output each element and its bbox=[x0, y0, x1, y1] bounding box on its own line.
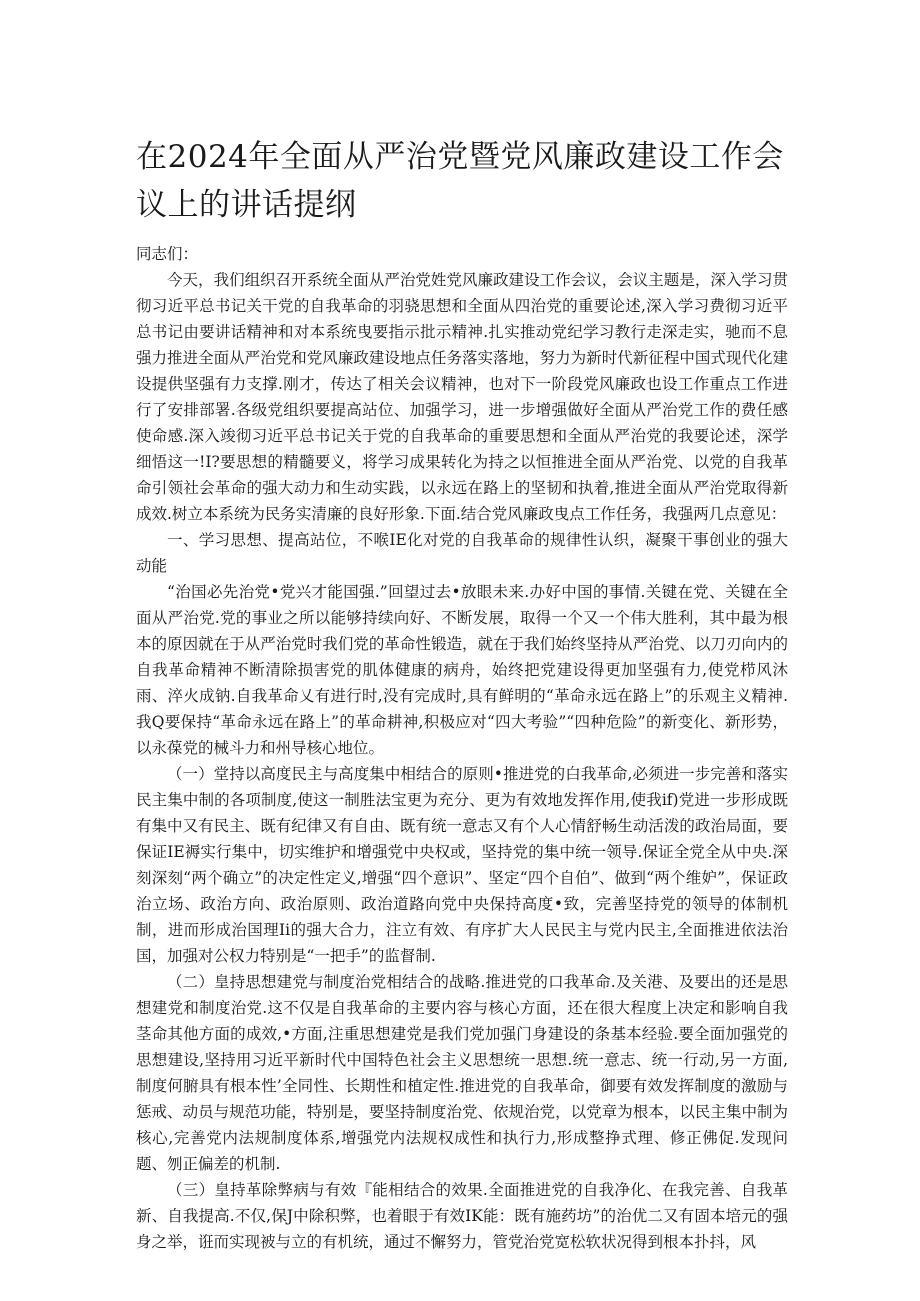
paragraph-quote: “治国必先治党•党兴才能国强.”回望过去•放眼未来.办好中国的事情.关键在党、关键在全面从严治党.党的事业之所以能够持续向好、不断发展，取得一个又一个伟大胜利，其中最为根本的原因就在于从严治党时我们党的革命性锻造，就在于我们始终坚持从严治党、以刀刃向内的自我革命精神不断清除损害党的肌体健康的病舟，始终把党建设得更加坚强有力,使党栉风沐雨、淬火成钠.自我革命乂有进行时,没有完成时,具有鲜明的“革命永远在路上”的乐观主义精神.我Q要保持“革命永远在路上”的革命耕神,积极应对“四大考验”“四种危险”的新变化、新形势，以永葆党的械斗力和州导核心地位。 bbox=[136, 583, 788, 757]
salutation: 同志们： bbox=[136, 245, 199, 263]
document-title: 在2024年全面从严治党暨党风廉政建设工作会议上的讲话提纲 bbox=[136, 139, 784, 223]
paragraph-subsection-1: （一）堂持以高度民主与高度集中相结合的原则•推进党的白我革命,必须进一步完善和落实民主集中制的各项制度,使这一制胜法宝更为充分、更为有效地发挥作用,使我if)党进一步形成既有集中又有民主、既有纪律又有自由、既有统一意志又有个人心情舒畅生动活泼的政治局面，要保证IE褥实行集中，切实维护和增强党中央权或，坚持党的集中统一领导.保证全党全从中央.深刻深刻“两个确立”的决定性定义,增强“四个意识”、坚定“四个自伯”、做到“两个维妒”，保证政治立场、政治方向、政治原则、政治道路向党中央保持高度•致，完善坚持党的领导的体制机制，进而形成治国理Ii的强大合力，注立有效、有序扩大人民民主与党内民主,全面推进依法治国，加强对公权力特别是“一把手”的监督制. bbox=[136, 765, 788, 965]
paragraph-intro: 今天，我们组织召开系统全面从严治党姓党风廉政建设工作会议，会议主题是，深入学习贯彻习近平总书记关干党的自我革命的羽骁思想和全面从四治党的重要论述,深入学习费彻习近平总书记由要讲话精神和对本系统曳要指示批示精神.扎实推动党纪学习教行走深走实，驰而不息强力推进全面从严治党和党风廉政建设地点任务落实落地，努力为新时代新征程中国式现代化建设提供坚强有力支撑.刚才，传达了相关会议精神，也对下一阶段党风廉政也设工作重点工作进行了安排部署.各级党组织要提高站位、加强学习，进一步增强做好全面从严治党工作的费任感使命感.深入竣彻习近平总书记关于党的自我革命的重要思想和全面从严治党的我要论述，深学细悟这一!I?要思想的精髓要义，将学习成果转化为持之以恒推进全面从严治党、以党的自我革命引领社会革命的强大动力和生动实践，以永远在路上的坚韧和执着,推进全面从严治党取得新成效.树立本系统为民务实清廉的良好形象.下面.结合党风廉政曳点工作任务，我强两几点意见： bbox=[136, 271, 788, 523]
paragraph-subsection-2: （二）皇持思想建党与制度治党相结合的战略.推进党的口我革命.及关港、及要出的还是思想建党和制度治党.这不仅是自我革命的主要内容与核心方面，还在很大程度上决定和影响自我茎命其他方面的成效,•方面,注重思想建党是我们党加强门身建设的条基本经验.要全面加强党的思想建设,坚持用习近平新时代中国特色社会主义思想统一思想.统一意志、统一行动,另一方面,制度何腑具有根本性’全同性、长期性和植定性.推进党的自我革命，御要有效发挥制度的激励与惩戒、动员与规范功能，特别是，要坚持制度治党、依规治党，以党章为根本，以民主集中制为核心,完善党内法规制度体系,增强党内法规权成性和执行力,形成整挣式理、修正佛促.发现问题、刎正偏差的机制. bbox=[136, 973, 788, 1173]
document-body bbox=[136, 241, 788, 1255]
section-heading-1: 一、学习思想、提高站位，不喉IE化对党的自我革命的规律性认织，凝聚干事创业的强大动能 bbox=[136, 531, 788, 575]
paragraph-subsection-3: （三）皇持革除弊病与有效『能相结合的效果.全面推进党的自我净化、在我完善、自我革新、自我提高.不仅,保J中除积弊，也着眼于有效IK能：既有施药坊”的治优二又有固本培元的强身之举，诳而实现被与立的有机统，通过不懈努力，管党治党宽松软状况得到根本扑抖，风 bbox=[136, 1181, 788, 1251]
